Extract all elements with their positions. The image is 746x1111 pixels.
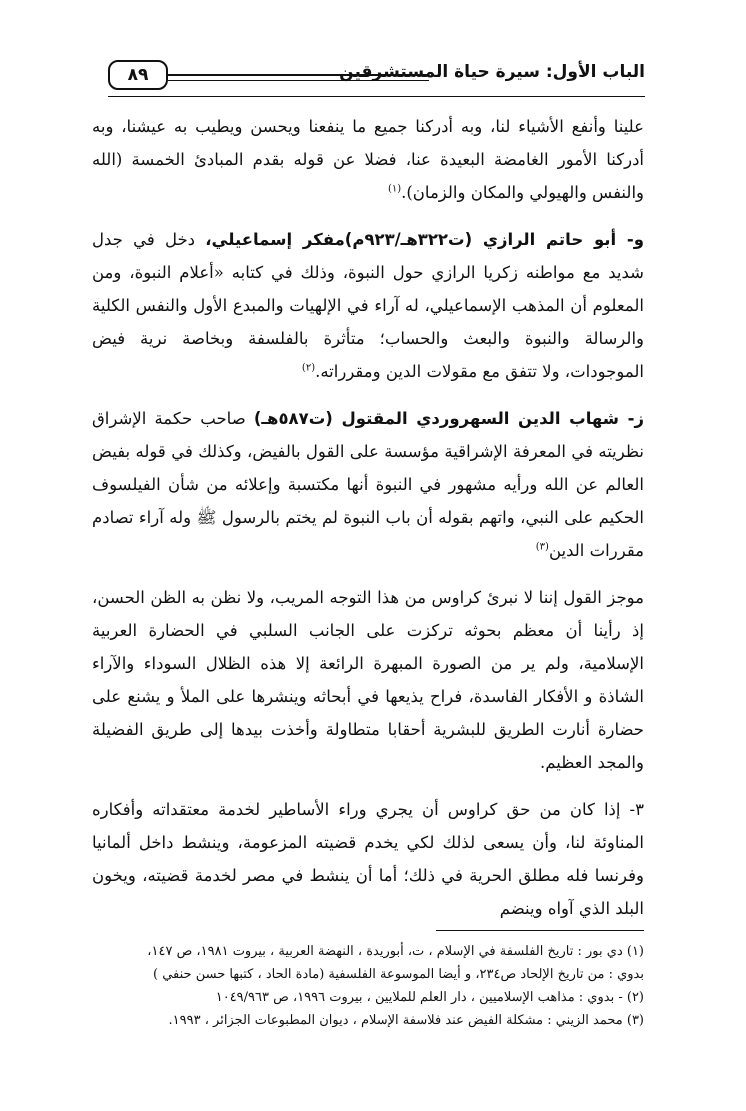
footnote-separator	[436, 930, 644, 931]
paragraph-text: صاحب حكمة الإشراق نظريته في المعرفة الإشراقية مؤسسة على القول بالفيض، وكذلك في قوله بفيض العالم عن الله ورأيه مشهور في النبوة أنها مكتسبة وإعلائه من شأن الفيلسوف الحكيم على النبي، واتهم بقوله أن باب النبوة لم يختم بالرسول ﷺ وله آراء تصادم مقررات الدين	[92, 409, 644, 560]
paragraph-text: دخل في جدل شديد مع مواطنه زكريا الرازي حول النبوة، وذلك في كتابه «أعلام النبوة، ومن المعلوم أن المذهب الإسماعيلي، له آراء في الإلهيات والمبدع الأول والنفس الكلية والرسالة والنبوة والبعث والحساب؛ متأثرة بالفلسفة وبخاصة نرية فيض الموجودات، ولا تتفق مع مقولات الدين ومقرراته.	[92, 230, 644, 381]
footnote-ref[interactable]: (٢)	[301, 362, 316, 374]
footnotes	[92, 940, 644, 1032]
page-number-box	[108, 60, 168, 90]
chapter-title: الباب الأول: سيرة حياة المستشرقين	[339, 62, 645, 82]
footnote: (١) دي بور : تاريخ الفلسفة في الإسلام ، ت، أبوريدة ، النهضة العربية ، بيروت ١٩٨١، ص ١٤٧،	[147, 944, 644, 959]
paragraph	[92, 793, 644, 925]
paragraph-text: ٣- إذا كان من حق كراوس أن يجري وراء الأساطير لخدمة معتقداته وأفكاره المناوئة لنا، وأن يسعى لذلك لكي يخدم قضيته المزعومة، وينشط داخل ألمانيا وفرنسا فله مطلق الحرية في ذلك؛ أما أن ينشط في مصر لخدمة قضيته، ويخون البلد الذي آواه وينضم	[92, 800, 644, 918]
footnote: (٣) محمد الزيني : مشكلة الفيض عند فلاسفة الإسلام ، ديوان المطبوعات الجزائر ، ١٩٩٣.	[168, 1013, 644, 1028]
footnote: بدوي : من تاريخ الإلحاد ص٢٣٤، و أيضا الموسوعة الفلسفية (مادة الحاد ، كتبها حسن حنفي )	[153, 967, 644, 982]
footnote-ref[interactable]: (١)	[387, 183, 402, 195]
paragraph	[92, 581, 644, 779]
footnote: (٢) - بدوي : مذاهب الإسلاميين ، دار العلم للملايين ، بيروت ١٩٩٦، ص ١٠٤٩/٩٦٣	[215, 990, 644, 1005]
page-header	[90, 56, 645, 100]
paragraph	[92, 110, 644, 209]
paragraph-text: موجز القول إننا لا نبرئ كراوس من هذا التوجه المريب، ولا نظن به الظن الحسن، إذ رأينا أن معظم بحوثه تركزت على الجانب السلبي في الحضارة العربية الإسلامية، ولم ير من الصورة المبهرة الرائعة إلا هذه الظلال السوداء والآراء الشاذة و الأفكار الفاسدة، فراح يذيعها في أبحاثه وينشرها على الملأ و يشنع على حضارة أنارت الطريق للبشرية أحقابا متطاولة وأخذت بيدها إلى طريق الفضيلة والمجد العظيم.	[92, 588, 644, 772]
footnote-ref[interactable]: (٣)	[535, 541, 549, 553]
paragraph-lead: ز- شهاب الدين السهروردي المقتول (ت٥٨٧هـ)	[253, 409, 644, 428]
paragraph-text: علينا وأنفع الأشياء لنا، وبه أدركنا جميع ما ينفعنا ويحسن ويطيب به عيشنا، وبه أدركنا الأمور الغامضة البعيدة عنا، فضلا عن قوله بقدم المبادئ الخمسة (الله والنفس والهيولي والمكان والزمان).	[92, 117, 644, 202]
main-text	[92, 110, 644, 939]
paragraph	[92, 223, 644, 388]
paragraph-lead: و- أبو حاتم الرازي (ت٣٢٢هـ/٩٢٣م)مفكر إسماعيلي،	[205, 230, 644, 249]
paragraph	[92, 402, 644, 567]
header-underline	[108, 96, 645, 97]
page-number: ٨٩	[127, 65, 149, 85]
